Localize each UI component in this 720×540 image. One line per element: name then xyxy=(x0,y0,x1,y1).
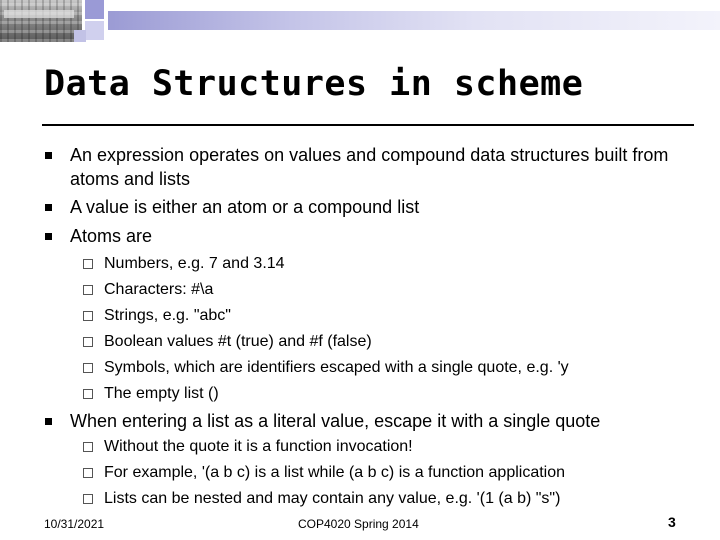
sub-bullet-item xyxy=(104,254,704,274)
bullet-item xyxy=(70,224,680,248)
sub-bullet-item xyxy=(104,489,704,509)
sub-bullet-text: Strings, e.g. "abc" xyxy=(104,307,231,324)
sub-bullet-text: The empty list () xyxy=(104,385,219,402)
sub-bullet-item xyxy=(104,306,704,326)
header-square xyxy=(85,0,104,19)
header-bar xyxy=(108,11,720,30)
footer-date: 10/31/2021 xyxy=(44,517,105,531)
hollow-square-bullet-icon xyxy=(83,285,93,295)
bullet-text: Atoms are xyxy=(70,226,153,246)
bullet-text: An expression operates on values and compound data structures built from atoms and lists xyxy=(70,145,669,189)
page-number: 3 xyxy=(668,514,676,530)
sub-bullet-item xyxy=(104,332,704,352)
sub-bullet-item xyxy=(104,280,704,300)
sub-bullet-text: Numbers, e.g. 7 and 3.14 xyxy=(104,255,285,272)
square-bullet-icon xyxy=(45,233,52,240)
sub-bullet-text: For example, '(a b c) is a list while (a b c) is a function application xyxy=(104,464,566,481)
hollow-square-bullet-icon xyxy=(83,442,93,452)
sub-bullet-text: Characters: #\a xyxy=(104,281,214,298)
bullet-item xyxy=(70,195,680,219)
slide-title: Data Structures in scheme xyxy=(44,64,584,104)
hollow-square-bullet-icon xyxy=(83,363,93,373)
hollow-square-bullet-icon xyxy=(83,259,93,269)
sub-bullet-text: Without the quote it is a function invocation! xyxy=(104,438,413,455)
hollow-square-bullet-icon xyxy=(83,311,93,321)
hollow-square-bullet-icon xyxy=(83,389,93,399)
square-bullet-icon xyxy=(45,152,52,159)
hollow-square-bullet-icon xyxy=(83,494,93,504)
sub-bullet-item xyxy=(104,358,704,378)
header-photo xyxy=(0,0,82,42)
sub-bullet-item xyxy=(104,437,704,457)
title-rule xyxy=(42,124,694,126)
sub-bullet-text: Boolean values #t (true) and #f (false) xyxy=(104,333,372,350)
hollow-square-bullet-icon xyxy=(83,337,93,347)
sub-bullet-item xyxy=(104,463,704,483)
square-bullet-icon xyxy=(45,418,52,425)
hollow-square-bullet-icon xyxy=(83,468,93,478)
header-square xyxy=(85,21,104,40)
sub-bullet-text: Lists can be nested and may contain any value, e.g. '(1 (a b) "s") xyxy=(104,490,561,507)
bullet-item xyxy=(70,409,680,433)
bullet-item xyxy=(70,143,680,191)
footer-course: COP4020 Spring 2014 xyxy=(298,517,419,531)
bullet-text: When entering a list as a literal value, escape it with a single quote xyxy=(70,411,601,431)
square-bullet-icon xyxy=(45,204,52,211)
header-square xyxy=(74,30,86,42)
sub-bullet-item xyxy=(104,384,704,404)
bullet-text: A value is either an atom or a compound list xyxy=(70,197,420,217)
sub-bullet-text: Symbols, which are identifiers escaped with a single quote, e.g. 'y xyxy=(104,359,569,376)
